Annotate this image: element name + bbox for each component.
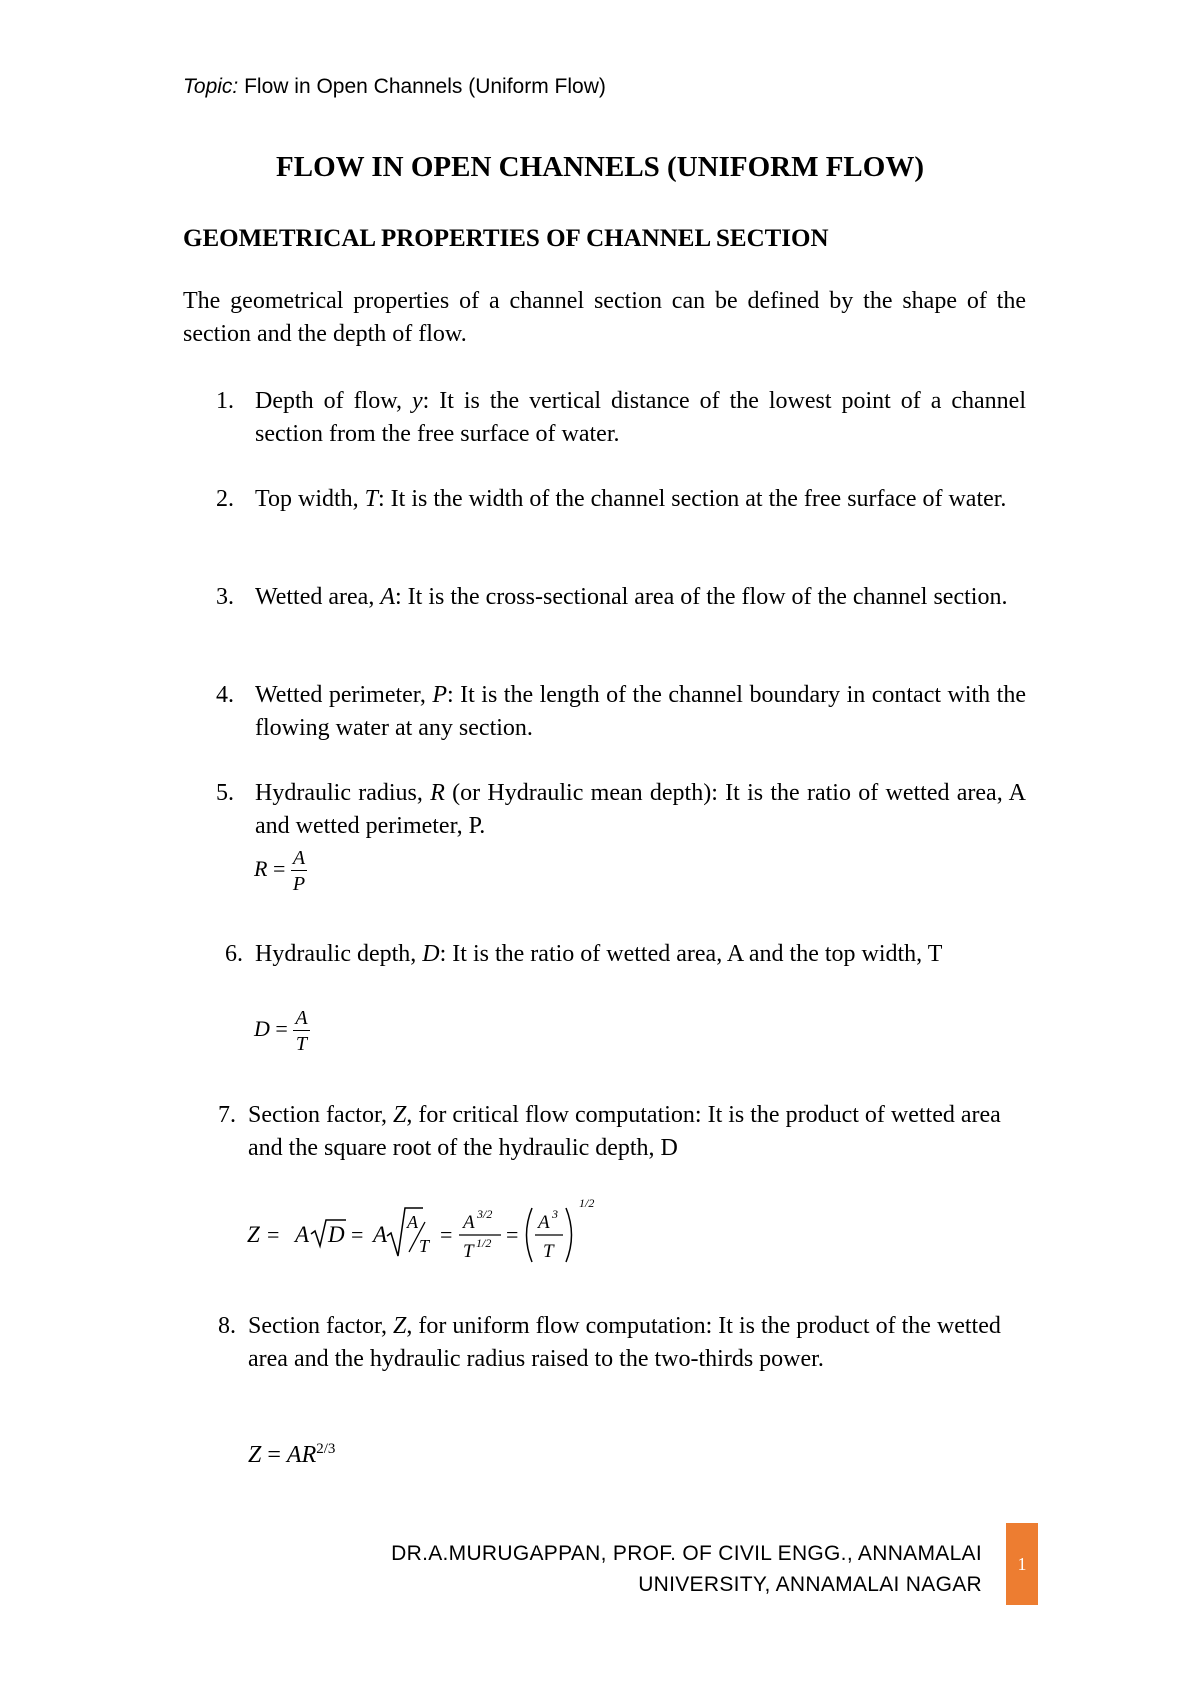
list-item (216, 581, 1026, 614)
equals-sign: = (269, 1016, 294, 1042)
item-body (255, 777, 1026, 843)
item-variable: Z (392, 1313, 407, 1339)
formula-lhs: R (254, 856, 268, 882)
exponent: 2/3 (316, 1441, 336, 1457)
item-term: Hydraulic radius, (255, 780, 431, 806)
item-text: : It is the ratio of wetted area, A and the top width, T (439, 941, 943, 967)
page-header (183, 74, 606, 100)
topic-text: Flow in Open Channels (Uniform Flow) (238, 75, 606, 98)
numerator: A (538, 1212, 550, 1233)
item-term: Hydraulic depth, (255, 941, 423, 967)
topic-label: Topic: (183, 75, 239, 98)
list-item (225, 938, 965, 971)
list-item (218, 1099, 1018, 1165)
equals-sign: = (440, 1222, 453, 1247)
item-variable: P (432, 682, 447, 708)
term-a: A (286, 1442, 302, 1468)
footer-line: UNIVERSITY, ANNAMALAI NAGAR (638, 1573, 982, 1596)
denominator: T (543, 1241, 554, 1262)
list-item (216, 679, 1026, 745)
item-text: (or Hydraulic mean depth): It is the ratio of wetted area, A and wetted perimeter, P. (255, 780, 1027, 839)
fraction (291, 848, 307, 894)
denominator: T (419, 1236, 430, 1256)
item-text: : It is the width of the channel section at the free surface of water. (378, 486, 1007, 512)
item-term: Depth of flow, (255, 388, 412, 414)
numerator: A (407, 1212, 418, 1232)
item-term: Top width, (255, 486, 365, 512)
equals-sign: = (267, 1222, 280, 1247)
item-variable: D (422, 941, 440, 967)
list-item (216, 483, 1026, 516)
item-text: : It is the length of the channel boundary in contact with the flowing water at any section. (255, 682, 1026, 741)
intro-paragraph: The geometrical properties of a channel section can be defined by the shape of the section and the depth of flow. (183, 288, 1026, 347)
footer-line: DR.A.MURUGAPPAN, PROF. OF CIVIL ENGG., ANNAMALAI (391, 1542, 982, 1565)
left-paren (527, 1208, 533, 1262)
equals-sign: = (261, 1442, 287, 1468)
numerator: A (463, 1212, 475, 1233)
item-number: 8. (218, 1313, 236, 1339)
item-number: 5. (216, 780, 234, 806)
item-text: : It is the vertical distance of the lowest point of a channel section from the free surface of water. (255, 388, 1026, 447)
item-text: , for uniform flow computation: It is the product of the wetted area and the hydraulic radius raised to the two-thirds power. (248, 1313, 1001, 1372)
term-a: A (295, 1222, 310, 1247)
item-text: , for critical flow computation: It is the product of wetted area and the square root of the hydraulic depth, D (248, 1102, 1001, 1161)
item-body (255, 483, 1026, 516)
item-text: : It is the cross-sectional area of the flow of the channel section. (395, 584, 1008, 610)
item-term: Wetted area, (255, 584, 381, 610)
item-number: 7. (218, 1102, 236, 1128)
list-item (216, 777, 1026, 843)
item-variable: A (380, 584, 395, 610)
section-heading: GEOMETRICAL PROPERTIES OF CHANNEL SECTION (183, 225, 829, 252)
equals-sign: = (506, 1222, 519, 1247)
item-variable: R (430, 780, 445, 806)
exponent: 3 (552, 1207, 558, 1221)
right-paren (566, 1208, 572, 1262)
exponent: 1/2 (476, 1236, 492, 1250)
term-d: D (328, 1222, 345, 1247)
term-r: R (301, 1442, 317, 1468)
numerator: A (292, 847, 306, 869)
item-body (248, 1099, 1018, 1165)
page-number: 1 (1017, 1553, 1027, 1574)
page-number-badge (1006, 1523, 1038, 1605)
term-a: A (373, 1222, 388, 1247)
item-body (255, 385, 1026, 451)
item-body (248, 1310, 1018, 1376)
list-item (216, 385, 1026, 451)
item-term: Section factor, (248, 1313, 393, 1339)
item-term: Section factor, (248, 1102, 393, 1128)
formula-section-factor-uniform (248, 1441, 335, 1469)
item-body (255, 581, 1026, 614)
item-body (255, 679, 1026, 745)
list-item (218, 1310, 1018, 1376)
equals-sign: = (267, 856, 291, 882)
numerator: A (295, 1007, 308, 1029)
exponent: 3/2 (477, 1207, 493, 1221)
formula-lhs: Z (248, 1442, 262, 1468)
formula-lhs: Z (247, 1222, 260, 1247)
equals-sign: = (351, 1222, 364, 1247)
item-variable: Z (392, 1102, 407, 1128)
item-number: 3. (216, 584, 234, 610)
denominator: T (295, 1033, 307, 1055)
item-number: 6. (225, 941, 243, 967)
formula-section-factor-critical (245, 1190, 645, 1270)
item-term: Wetted perimeter, (255, 682, 433, 708)
page-footer (391, 1538, 982, 1600)
formula-hydraulic-depth (254, 1008, 310, 1054)
item-variable: y (411, 388, 423, 414)
exponent: 1/2 (579, 1196, 595, 1210)
denominator: P (292, 873, 306, 895)
item-variable: T (364, 486, 379, 512)
item-number: 2. (216, 486, 234, 512)
denominator: T (463, 1241, 474, 1262)
item-body (255, 938, 965, 971)
formula-lhs: D (254, 1016, 270, 1042)
fraction (293, 1008, 309, 1054)
formula-hydraulic-radius (254, 848, 307, 894)
item-number: 1. (216, 388, 234, 414)
item-number: 4. (216, 682, 234, 708)
document-title: FLOW IN OPEN CHANNELS (UNIFORM FLOW) (276, 151, 924, 183)
